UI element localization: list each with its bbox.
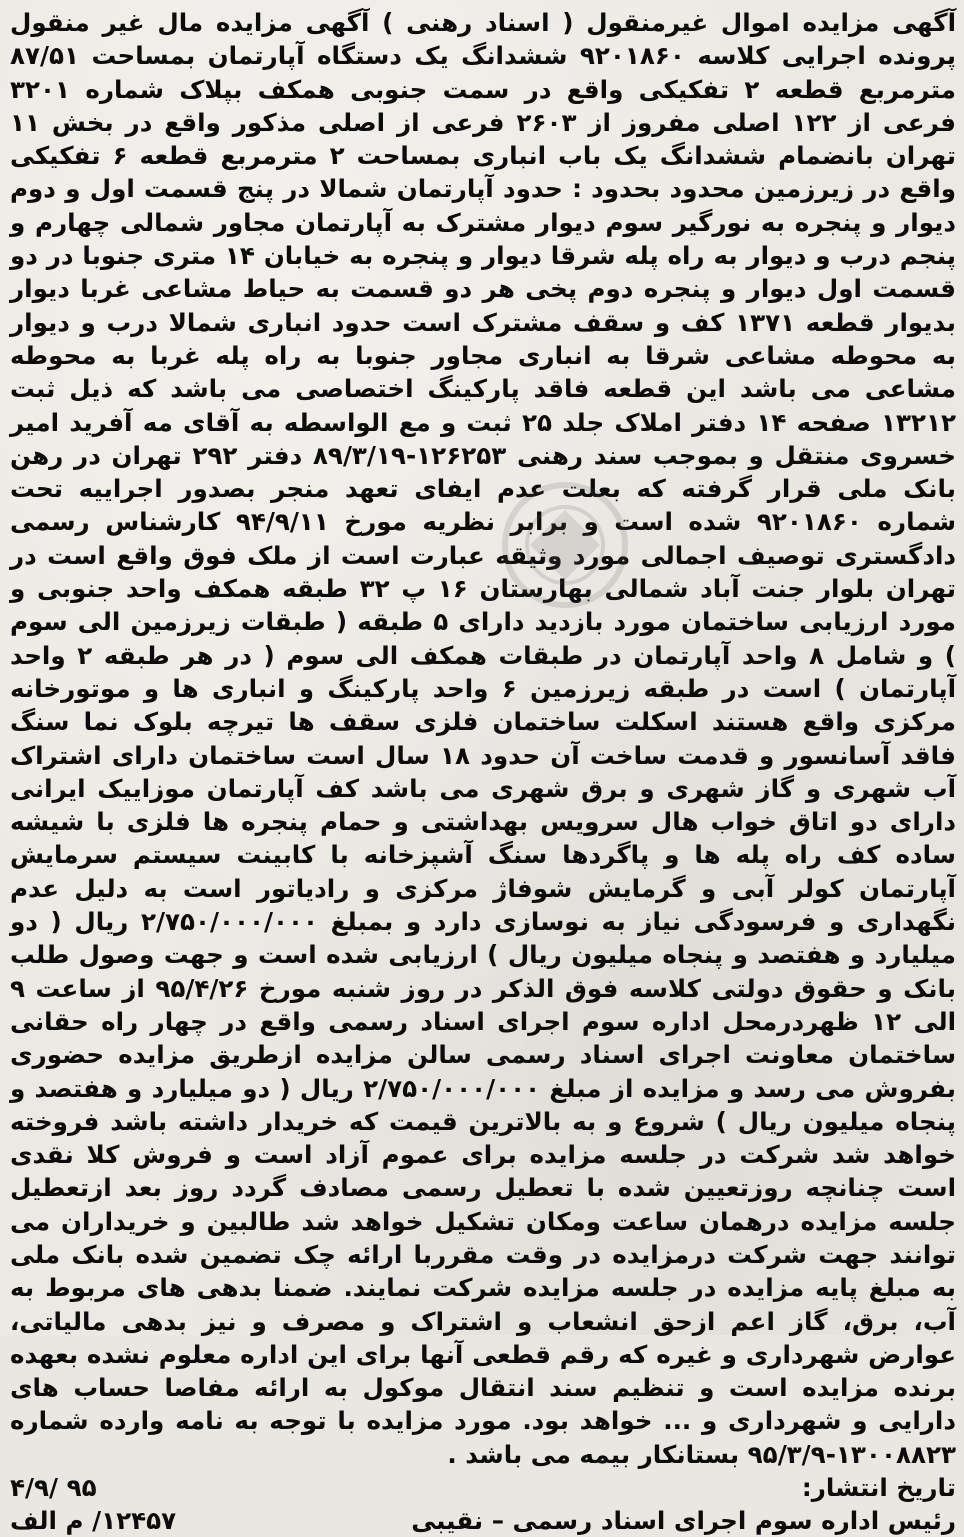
publish-date-row [10, 1471, 956, 1504]
signature-row [10, 1504, 956, 1537]
reference-number: ۱۲۴۵۷/ م الف [10, 1506, 177, 1536]
publish-date: ۹۵ /۴/۹ [10, 1473, 97, 1503]
publish-date-label: تاریخ انتشار: [801, 1473, 956, 1503]
signature-line: رئیس اداره سوم اجرای اسناد رسمی – نقیبی [411, 1506, 956, 1536]
notice-footer [10, 1471, 956, 1537]
auction-notice-body: آگهی مزایده اموال غیرمنقول ( اسناد رهنی ) آگهی مزایده مال غیر منقول پرونده اجرایی کلاسه ۹۲۰۱۸۶۰ ششدانگ یک دستگاه آپارتمان بمساحت ۸۷/۵۱ مترمربع قطعه ۲ تفکیکی واقع در سمت جنوبی همکف بپلاک شماره ۳۲۰۱ فرعی از ۱۲۲ اصلی مفروز از ۲۶۰۳ فرعی از اصلی مذکور واقع در بخش ۱۱ تهران بانضمام ششدانگ یک باب انباری بمساحت ۲ مترمربع قطعه ۶ تفکیکی واقع در زیرزمین محدود بحدود : حدود آپارتمان شمالا در پنج قسمت اول و دوم دیوار و پنجره به نورگیر سوم دیوار مشترک به آپارتمان مجاور شمالی چهارم و پنجم درب و دیوار به راه پله شرقا دیوار و پنجره به خیابان ۱۴ متری جنوبا در دو قسمت اول دیوار و پنجره دوم پخی هر دو قسمت به حیاط مشاعی غربا دیوار بدیوار قطعه ۱۳۷۱ کف و سقف مشترک است حدود انباری شمالا درب و دیوار به محوطه مشاعی شرقا به انباری مجاور جنوبا به راه پله غربا به محوطه مشاعی می باشد این قطعه فاقد پارکینگ اختصاصی می باشد که ذیل ثبت ۱۳۲۱۲ صفحه ۱۴ دفتر املاک جلد ۲۵ ثبت و مع الواسطه به آقای مه آفرید امیر خسروی منتقل و بموجب سند رهنی ۱۲۶۲۵۳-۸۹/۳/۱۹ دفتر ۲۹۲ تهران در رهن بانک ملی قرار گرفته که بعلت عدم ایفای تعهد منجر بصدور اجراییه تحت شماره ۹۲۰۱۸۶۰ شده است و برابر نظریه مورخ ۹۴/۹/۱۱ کارشناس رسمی دادگستری توصیف اجمالی مورد وثیقه عبارت است از ملک فوق واقع است در تهران بلوار جنت آباد شمالی بهارستان ۱۶ پ ۳۲ طبقه همکف واحد جنوبی و مورد ارزیابی ساختمان مورد بازدید دارای ۵ طبقه ( طبقات زیرزمین الی سوم ) و شامل ۸ واحد آپارتمان در طبقات همکف الی سوم ( در هر طبقه ۲ واحد آپارتمان ) است در طبقه زیرزمین ۶ واحد پارکینگ و انباری ها و موتورخانه مرکزی واقع هستند اسکلت ساختمان فلزی سقف ها تیرچه بلوک نما سنگ فاقد آسانسور و قدمت ساخت آن حدود ۱۸ سال است ساختمان دارای اشتراک آب شهری و گاز شهری و برق شهری می باشد کف آپارتمان موزاییک ایرانی دارای دو اتاق خواب هال سرویس بهداشتی و حمام پنجره ها فلزی با شیشه ساده کف راه پله ها و پاگردها سنگ آشپزخانه با کابینت سیستم سرمایش آپارتمان کولر آبی و گرمایش شوفاژ مرکزی و رادیاتور است به دلیل عدم نگهداری و فرسودگی نیاز به نوسازی دارد و بمبلغ ۲/۷۵۰/۰۰۰/۰۰۰ ریال ( دو میلیارد و هفتصد و پنجاه میلیون ریال ) ارزیابی شده است و جهت وصول طلب بانک و حقوق دولتی کلاسه فوق الذکر در روز شنبه مورخ ۹۵/۴/۲۶ از ساعت ۹ الی ۱۲ ظهردرمحل اداره سوم اجرای اسناد رسمی واقع در چهار راه حقانی ساختمان معاونت اجرای اسناد رسمی سالن مزایده ازطریق مزایده حضوری بفروش می رسد و مزایده از مبلغ ۲/۷۵۰/۰۰۰/۰۰۰ ریال ( دو میلیارد و هفتصد و پنجاه میلیون ریال ) شروع و به بالاترین قیمت که خریدار داشته باشد فروخته خواهد شد شرکت در جلسه مزایده برای عموم آزاد است و فروش کلا نقدی است چنانچه روزتعیین شده با تعطیل رسمی مصادف گردد روز بعد ازتعطیل جلسه مزایده درهمان ساعت ومکان تشکیل خواهد شد طالبین و خریداران می توانند جهت شرکت درمزایده در وقت مقرربا ارائه چک تضمین شده بانک ملی به مبلغ پایه مزایده در جلسه مزایده شرکت نمایند. ضمنا بدهی های مربوط به آب، برق، گاز اعم ازحق انشعاب و اشتراک و مصرف و نیز بدهی مالیاتی، عوارض شهرداری و غیره که رقم قطعی آنها برای این اداره معلوم نشده بعهده برنده مزایده است و تنظیم سند انتقال موکول به ارائه مفاصا حساب های دارایی و شهرداری و ... خواهد بود. مورد مزایده با توجه به نامه وارده شماره ۱۳۰۰۸۸۲۳-۹۵/۳/۹ بستانکار بیمه می باشد . [10, 8, 957, 1469]
